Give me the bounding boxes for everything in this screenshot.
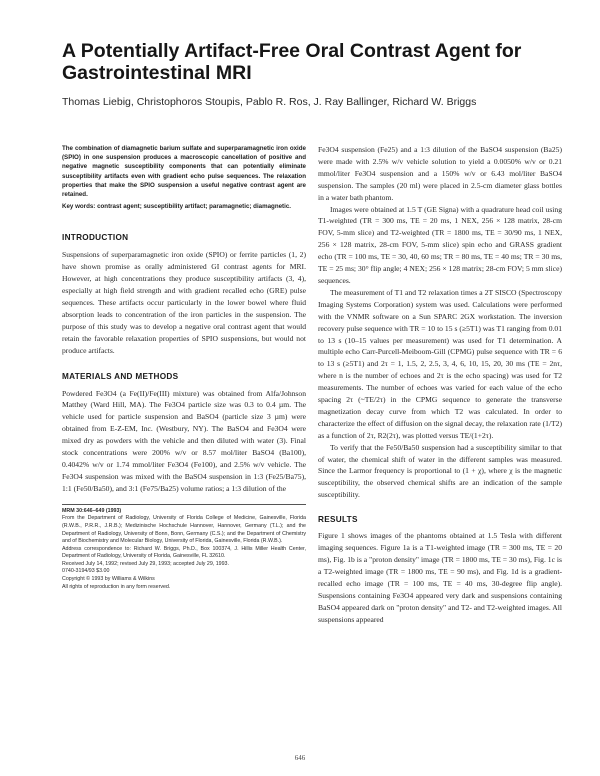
methods-text: Powdered Fe3O4 (a Fe(II)/Fe(III) mixture) was obtained from Alfa/Johnson Matthey (Ward Hill, MA). The Fe3O4 particle size was 0.3 to 0.4 µm. The vehicle used for particle suspension and BaSO4 (particle size 3 µm) were obtained from E-Z-EM, Inc. (Westbury, NY). The BaSO4 and Fe3O4 were mixed dry as powders with the vehicle and then diluted with water (3). Final stock concentrations were 200% w/v or 8.57 mol/liter BaSO4 (Ba100), 0.4042% w/v or 1.74 mmol/liter Fe3O4 (Fe100), and 2.5% w/v vehicle. The Fe3O4 suspension was mixed with the BaSO4 suspension in 1:3 (Fe25/Ba75), 1:1 (Fe50/Ba50), and 3:1 (Fe75/Ba25) volume ratios; a 1:3 dilution of the <box>62 388 306 493</box>
susceptibility-paragraph: To verify that the Fe50/Ba50 suspension had a susceptibility similar to that of water, the chemical shift of water in the different samples was measured. Since the Larmor frequency is proportional to (1 + χ), where χ is the magnetic susceptibility, the observed chemical shifts are an indication of the sample susceptibility. <box>318 442 562 500</box>
rights-line: All rights of reproduction in any form reserved. <box>62 583 171 590</box>
abstract: The combination of diamagnetic barium sulfate and superparamagnetic iron oxide (SPIO) in one suspension produces a macroscopic cancellation of positive and negative magnetic susceptibility components that can potentially eliminate susceptibility artifacts even with gradient echo pulse sequences. The relaxation properties that make the SPIO suspension a useful negative contrast agent are retained. <box>62 145 306 199</box>
received-dates: Received July 14, 1992; revised July 29, 1993; accepted July 29, 1993. <box>62 560 229 567</box>
imaging-paragraph: Images were obtained at 1.5 T (GE Signa) with a quadrature head coil using T1-weighted (TR = 300 ms, TE = 20 ms, 1 NEX, 256 × 128 matrix, 28-cm FOV, 5-mm slice) and T2-weighted (TR = 1800 ms, TE = 30/90 ms, 1 NEX, 256 × 128 matrix, 28-cm FOV, 5-mm slice) spin echo and GRASS gradient echo (TR = 100 ms, TE = 30, 40, 60 ms; TR = 80 ms, TE = 40 ms; TR = 30 ms, TE = 25 ms; 30° flip angle; 4 NEX; 256 × 128 matrix; 28-cm FOV; 5 mm slice) sequences. <box>318 204 562 285</box>
page-number: 646 <box>294 754 306 762</box>
author-affiliation: From the Department of Radiology, University of Florida College of Medicine, Gainesville, Florida (R.W.B., P.R.R., J.R.B.); Medizinische Hochschule Hannover, Hannover, Germany (T.L.); and the Department of Radiology, University of Bonn, Bonn, Germany (C.S.); and the Department of Chemistry and of Biochemistry and Molecular Biology, University of Florida, Gainesville, Florida (R.W.B.). <box>62 515 306 545</box>
right-column <box>318 144 562 625</box>
results-heading: RESULTS <box>318 515 358 525</box>
journal-code: 0740-3194/93 $3.00 <box>62 568 110 575</box>
methods-heading: MATERIALS AND METHODS <box>62 371 179 381</box>
journal-citation: MRM 30:646–649 (1993) <box>62 507 122 514</box>
author-list: Thomas Liebig, Christophoros Stoupis, Pablo R. Ros, J. Ray Ballinger, Richard W. Briggs <box>62 96 477 108</box>
keywords: Key words: contrast agent; susceptibility artifact; paramagnetic; diamagnetic. <box>62 203 291 211</box>
introduction-text: Suspensions of superparamagnetic iron oxide (SPIO) or ferrite particles (1, 2) have shown promise as orally administered GI contrast agents for MRI. However, at high concentrations they produce susceptibility artifacts (3, 4), especially at high field strength and with gradient recalled echo (GRE) pulse sequences. These artifacts occur particularly in the lower bowel where fluid absorption leads to concentration of the iron particles in the suspension. The purpose of this study was to develop a negative oral contrast agent that would retain the favorable relaxation properties of SPIO suspensions, but would not produce artifacts. <box>62 250 306 355</box>
paper-title: A Potentially Artifact-Free Oral Contrast Agent for Gastrointestinal MRI <box>62 40 522 84</box>
copyright-line: Copyright © 1993 by Williams & Wilkins <box>62 576 155 583</box>
correspondence-address: Address correspondence to: Richard W. Briggs, Ph.D., Box 100374, J. Hillis Miller Health Center, Department of Radiology, University of Florida, Gainesville, FL 32610. <box>62 545 306 560</box>
results-text: Figure 1 shows images of the phantoms obtained at 1.5 Tesla with different imaging sequences. Figure 1a is a T1-weighted image (TR = 300 ms, TE = 20 ms), Fig. 1b is a "proton density" image (TR = 1800 ms, TE = 30 ms), Fig. 1c is a T2-weighted image (TR = 1800 ms, TE = 90 ms), and Fig. 1d is a gradient-recalled echo image (TR = 100 ms, TE = 40 ms, 30-degree flip angle). Suspensions containing Fe3O4 appeared very dark and suspensions containing BaSO4 appeared dark on "proton density" and T2- and T2-weighted images. All suspensions appeared <box>318 531 562 624</box>
introduction-heading: INTRODUCTION <box>62 233 129 243</box>
methods-continued: Fe3O4 suspension (Fe25) and a 1:3 dilution of the BaSO4 suspension (Ba25) were made with 2.5% w/v vehicle solution to yield a 0.0050% w/v or 0.21 mmol/liter Fe3O4 suspension and a 150% w/v or 6.43 mol/liter BaSO4 suspension. The samples (20 ml) were placed in 2.5-cm diameter glass bottles in a water bath phantom. <box>318 145 562 202</box>
left-column <box>62 144 306 591</box>
relaxation-paragraph: The measurement of T1 and T2 relaxation times a 2T SISCO (Spectroscopy Imaging Systems Corporation) system was used. Calculations were performed with the VNMR software on a Sun SPARC 2GX workstation. The inversion recovery pulse sequence with TR = 10 to 15 s (≥5T1) was T1 ranging from 0.01 to 13 s (10–15 values per measurement) was used for T1 determination. A multiple echo Carr-Purcell-Meiboom-Gill (CPMG) pulse sequence with TR = 6 to 13 s (≥5T1) and 2τ = 1, 1.5, 2, 2.5, 3, 4, 6, 10, 15, 20, 30 ms (TE = 2nτ, where n is the number of echoes and 2τ is the echo spacing) was used for T2 measurements. The number of echoes was varied for each value of the echo spacing 2τ (~TE/2τ) in the CPMG sequence to generate the transverse magnetization decay curve from which T2 was calculated. In order to characterize the effect of diffusion on the signal decay, the relaxation rate (1/T2) as a function of 2τ, R2(2τ), was plotted versus TE/(1+2τ). <box>318 287 563 440</box>
